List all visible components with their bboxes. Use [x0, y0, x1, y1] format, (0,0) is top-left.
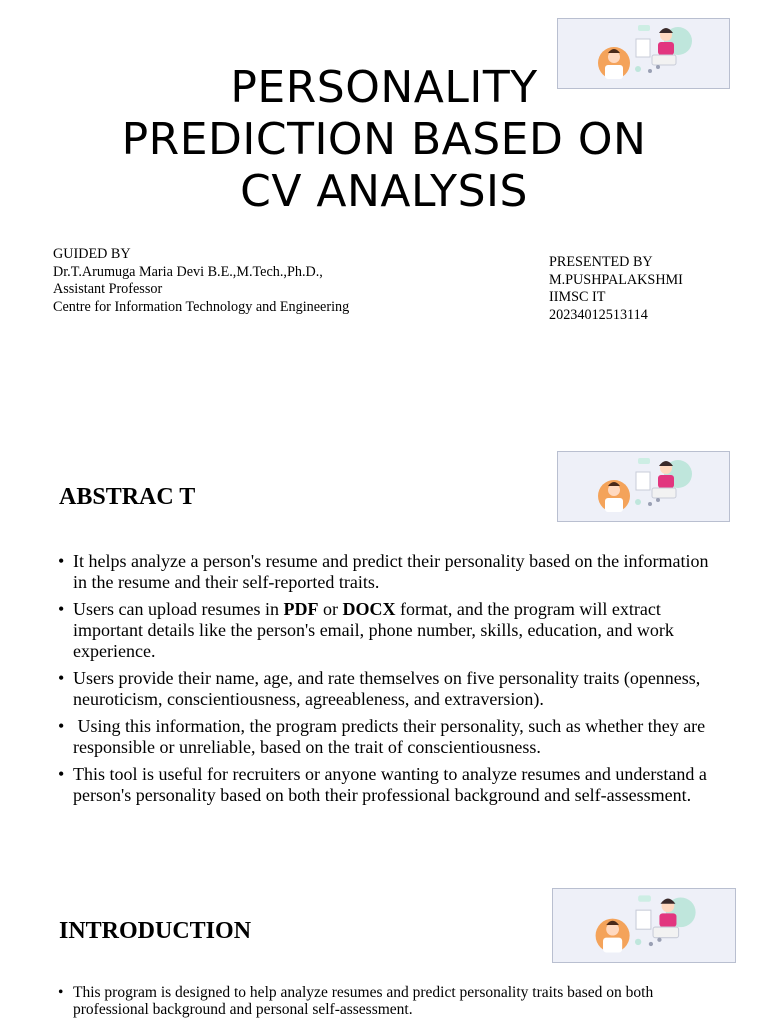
presented-by-block: [549, 254, 683, 324]
docx-format-text: DOCX: [342, 599, 396, 619]
illustration-graphic: [553, 889, 735, 962]
bullet-text: format, and the program will extract important details like the person's email, phone number, skills, education, and work experience.: [73, 599, 674, 661]
bullet-text: This program is designed to help analyze resumes and predict personality traits based on both professional background and personal self-assessment.: [73, 984, 654, 1018]
bullet-icon: •: [58, 984, 64, 1001]
abstract-slide: [0, 440, 768, 870]
title-line: CV ANALYSIS: [240, 166, 528, 217]
abstract-bullet-list: [58, 551, 718, 812]
presenter-name: M.PUSHPALAKSHMI: [549, 271, 683, 288]
bullet-text: or: [318, 599, 343, 619]
bullet-icon: •: [58, 764, 65, 784]
introduction-bullet-list: [58, 984, 718, 1024]
list-item: [58, 764, 718, 806]
title-line: PERSONALITY: [230, 62, 538, 113]
list-item: [58, 599, 718, 662]
presenter-course: IIMSC IT: [549, 289, 606, 306]
bullet-icon: •: [58, 551, 65, 571]
list-item: [58, 668, 718, 710]
bullet-text: Users provide their name, age, and rate themselves on five personality traits (openness, neuroticism, conscientiousness, agreeableness, and extraversion).: [73, 668, 701, 709]
presented-by-label: PRESENTED BY: [549, 254, 653, 270]
presenter-id: 20234012513114: [549, 306, 648, 323]
bullet-icon: •: [58, 599, 65, 619]
title-line: PREDICTION BASED ON: [121, 114, 647, 165]
bullet-icon: •: [58, 668, 65, 688]
guide-name: Dr.T.Arumuga Maria Devi B.E.,M.Tech.,Ph.D.,: [53, 263, 323, 280]
abstract-heading: ABSTRAC T: [59, 484, 196, 510]
list-item: [58, 716, 718, 758]
bullet-text: Using this information, the program predicts their personality, such as whether they are responsible or unreliable, based on the trait of conscientiousness.: [73, 716, 710, 757]
introduction-heading: INTRODUCTION: [59, 918, 252, 944]
bullet-text: This tool is useful for recruiters or anyone wanting to analyze resumes and understand a person's personality based on both their professional background and self-assessment.: [73, 764, 707, 805]
list-item: [58, 984, 718, 1018]
guide-designation: Assistant Professor: [53, 281, 163, 298]
presentation-title: [60, 62, 708, 218]
people-chat-illustration-icon: [552, 888, 736, 963]
title-slide: [0, 0, 768, 420]
introduction-slide: [0, 880, 768, 1024]
guide-department: Centre for Information Technology and Engineering: [53, 298, 350, 315]
pdf-format-text: PDF: [283, 599, 319, 619]
bullet-text: Users can upload resumes in: [73, 599, 284, 619]
illustration-graphic: [558, 452, 729, 521]
people-chat-illustration-icon: [557, 451, 730, 522]
guided-by-label: GUIDED BY: [53, 246, 131, 262]
bullet-text: It helps analyze a person's resume and predict their personality based on the information in the resume and their self-reported traits.: [73, 551, 709, 592]
bullet-icon: •: [58, 716, 65, 736]
guided-by-block: [53, 246, 349, 316]
list-item: [58, 551, 718, 593]
